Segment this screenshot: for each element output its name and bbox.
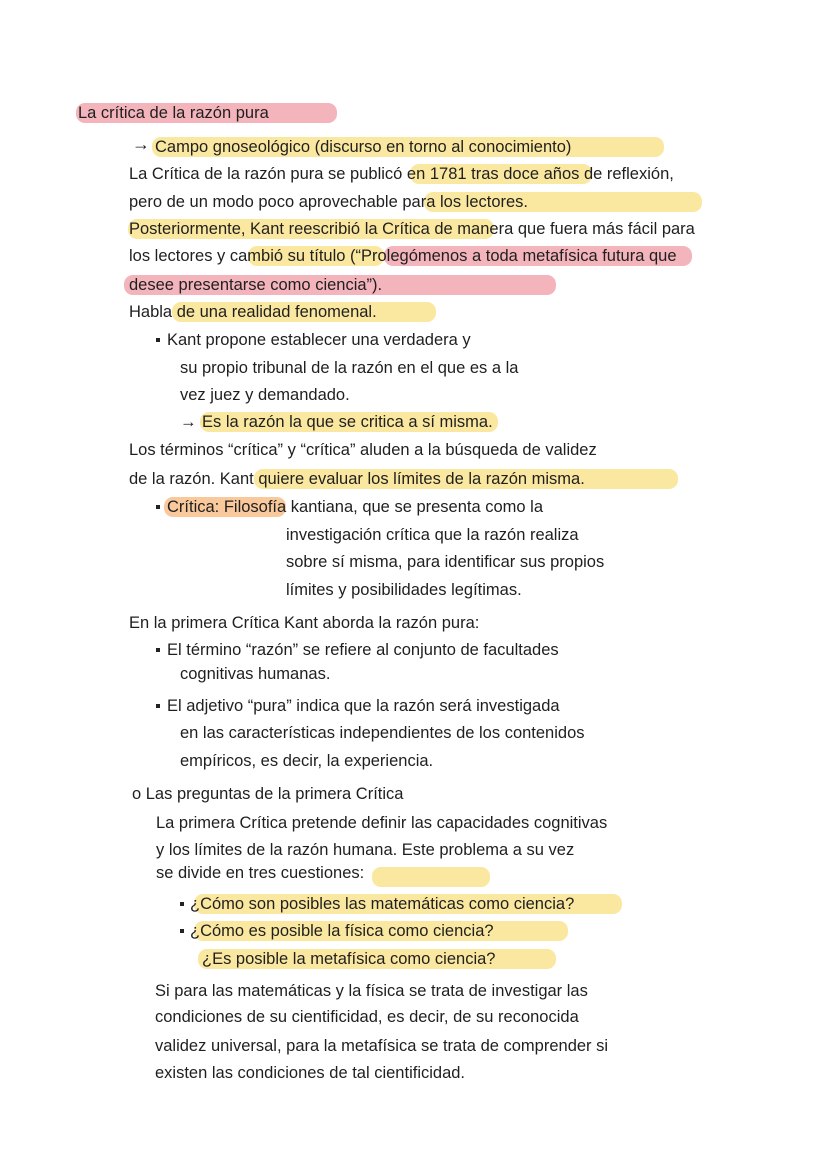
- text-line: sobre sí misma, para identificar sus propios: [286, 553, 605, 571]
- text-line: ¿Cómo es posible la física como ciencia?: [190, 922, 494, 940]
- text-line: cognitivas humanas.: [180, 665, 331, 683]
- text-line: ¿Es posible la metafísica como ciencia?: [202, 950, 496, 968]
- text-line: Campo gnoseológico (discurso en torno al conocimiento): [155, 138, 572, 156]
- text-line: en las características independientes de los contenidos: [180, 724, 585, 742]
- text-line: La primera Crítica pretende definir las capacidades cognitivas: [156, 814, 608, 832]
- text-line: Si para las matemáticas y la física se trata de investigar las: [155, 982, 588, 1000]
- text-line: validez universal, para la metafísica se trata de comprender si: [155, 1037, 609, 1055]
- text-line: El término “razón” se refiere al conjunto de facultades: [167, 641, 559, 659]
- text-line: de la razón. Kant quiere evaluar los límites de la razón misma.: [129, 470, 585, 488]
- text-line: La Crítica de la razón pura se publicó en 1781 tras doce años de reflexión,: [129, 165, 674, 183]
- text-line: vez juez y demandado.: [180, 386, 350, 404]
- text-line: pero de un modo poco aprovechable para los lectores.: [129, 193, 529, 211]
- text-line: existen las condiciones de tal cientificidad.: [155, 1064, 466, 1082]
- bullet-icon: [156, 640, 166, 660]
- text-line: Kant propone establecer una verdadera y: [167, 331, 471, 349]
- text-line: y los límites de la razón humana. Este problema a su vez: [156, 841, 575, 859]
- text-line: se divide en tres cuestiones:: [156, 864, 365, 882]
- arrow-icon: →: [132, 134, 150, 154]
- text-line: En la primera Crítica Kant aborda la razón pura:: [129, 614, 480, 632]
- text-line: Crítica: Filosofía kantiana, que se presenta como la: [167, 498, 544, 516]
- text-line: Los términos “crítica” y “crítica” aluden a la búsqueda de validez: [129, 441, 597, 459]
- text-line: Es la razón la que se critica a sí misma.: [202, 413, 493, 431]
- text-line: Habla de una realidad fenomenal.: [129, 303, 377, 321]
- text-line: los lectores y cambió su título (“Prolegómenos a toda metafísica futura que: [129, 247, 677, 265]
- text-line: su propio tribunal de la razón en el que es a la: [180, 359, 519, 377]
- text-line: Posteriormente, Kant reescribió la Crítica de manera que fuera más fácil para: [129, 220, 695, 238]
- bullet-icon: [156, 497, 166, 517]
- text-line: El adjetivo “pura” indica que la razón será investigada: [167, 697, 560, 715]
- page-title: La crítica de la razón pura: [78, 104, 269, 122]
- bullet-icon: [156, 696, 166, 716]
- text-line: límites y posibilidades legítimas.: [286, 581, 522, 599]
- text-line: empíricos, es decir, la experiencia.: [180, 752, 434, 770]
- bullet-icon: [156, 330, 166, 350]
- text-line: investigación crítica que la razón realiza: [286, 526, 579, 544]
- bullet-icon: [180, 921, 190, 941]
- text-line: desee presentarse como ciencia”).: [129, 276, 383, 294]
- section-heading: o Las preguntas de la primera Crítica: [132, 785, 404, 803]
- text-line: ¿Cómo son posibles las matemáticas como ciencia?: [190, 895, 575, 913]
- arrow-icon: →: [180, 413, 197, 431]
- highlight-mark: [372, 867, 490, 887]
- bullet-icon: [180, 894, 190, 914]
- text-line: condiciones de su cientificidad, es decir, de su reconocida: [155, 1008, 579, 1026]
